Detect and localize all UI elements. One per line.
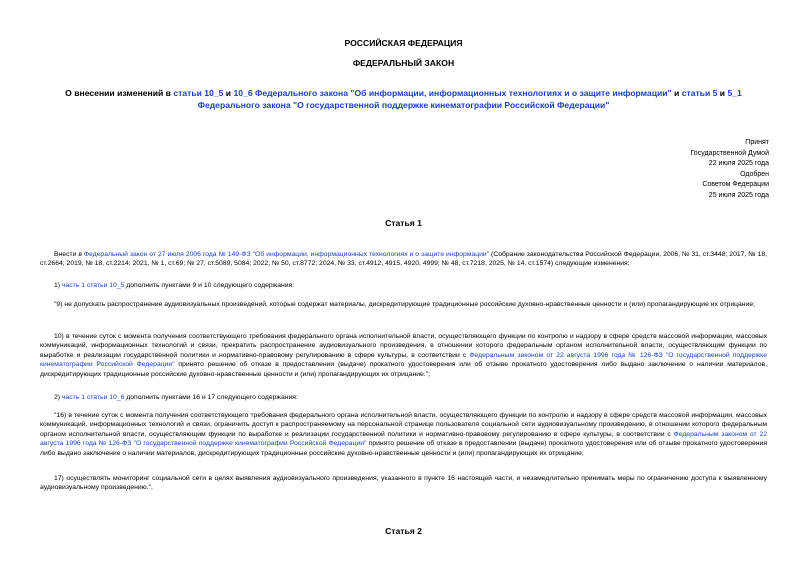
intro-law-link[interactable]: Федеральный закон от 27 июля 2006 года № 149-ФЗ "Об информации, информационных технологиях и о защите информации" <box>83 251 490 258</box>
approved-by: Советом Федерации <box>702 181 769 189</box>
title-link-article-10-5[interactable]: статьи 10_5 <box>173 88 224 98</box>
item-1-number: 1) <box>54 282 62 289</box>
point-10-prefix: 10) в течение суток с момента получения соответствующего требования федерального органа исполнительной власти, осуществляющего функции по контролю и надзору в сфере средств массовой информации, массовых коммуникаций, информационных технологий и связи, прекратить распространение аудиовизуального произведения, в отношении которого федеральным органом исполнительной власти, осуществляющим функции по выработке и реализации государственной политики и нормативно-правовому регулированию в сфере культуры, в соответствии с <box>40 333 767 359</box>
point-10-suffix: принято решение об отказе в предоставлении (выдаче) прокатного удостоверения или об отзыве прокатного удостоверения либо выдано заключение о наличии материалов, дискредитирующих традиционные российские духовно-нравственные ценности и (или) пропагандирующих их отрицание."; <box>40 361 767 378</box>
intro-prefix: Внести в <box>54 251 84 258</box>
law-title <box>40 88 767 111</box>
intro-suffix: (Собрание законодательства Российской Федерации, 2006, № 31, ст.3448; 2017, № 18, ст.2664; 2019, № 18, ст.2214; 2021, № 1, ст.69; № 27, ст.5089, 5084; 2022, № 50, ст.8772; 2024, № 33, ст.4912, 4915, 4920, 4999; № 48, ст.7218; 2025, № 14, ст.1574) следующие изменения: <box>40 251 767 268</box>
acceptance-block <box>690 138 769 202</box>
point-16-prefix: "16) в течение суток с момента получения соответствующего требования федерального органа исполнительной власти, осуществляющего функции по контролю и надзору в сфере средств массовой информации, массовых коммуникаций, информационных технологий и связи, ограничить доступ к распространяемому на персональной странице пользователя социальной сети аудиовизуальному произведению, в отношении которого федеральным органом исполнительной власти, осуществляющим функции по выработке и реализации государственной политики и нормативно-правовому регулированию в сфере культуры, в соответствии с <box>40 412 767 438</box>
title-and-2: и <box>671 88 682 98</box>
item-2-text: дополнить пунктами 16 и 17 следующего содержания: <box>124 394 298 401</box>
title-and-3: и <box>717 88 728 98</box>
item-2-number: 2) <box>54 394 62 401</box>
accepted-by: Государственной Думой <box>690 149 769 157</box>
title-link-article-10-6[interactable]: 10_6 Федерального закона "Об информации, информационных технологиях и о защите информации" <box>233 88 672 98</box>
approved-label: Одобрен <box>740 170 769 178</box>
item-2-link[interactable]: часть 1 статьи 10_6 <box>61 394 125 401</box>
item-1-link[interactable]: часть 1 статьи 10_5 <box>61 282 125 289</box>
title-link-article-5-1[interactable]: 5_1 Федерального закона "О государственной поддержке кинематографии Российской Федерации" <box>197 88 742 110</box>
title-and-1: и <box>223 88 234 98</box>
article-1-intro <box>40 250 767 269</box>
point-9: "9) не допускать распространение аудиовизуальных произведений, которые содержат материалы, дискредитирующие традиционные российские духовно-нравственные ценности и (или) пропагандирующие их отрицание; <box>54 301 756 308</box>
title-prefix: О внесении изменений в <box>65 88 174 98</box>
point-10 <box>40 332 767 379</box>
point-17: 17) осуществлять мониторинг социальной сети в целях выявления аудиовизуального произведения, указанного в пункте 16 настоящей части, и незамедлительно принимать меры по ограничению доступа к выявленному аудиовизуальному произведению.". <box>40 475 767 492</box>
accepted-label: Принят <box>745 139 769 146</box>
country-heading: РОССИЙСКАЯ ФЕДЕРАЦИЯ <box>344 38 463 48</box>
item-1 <box>40 281 767 290</box>
approved-date: 25 июля 2025 года <box>708 191 769 199</box>
point-16 <box>40 411 767 458</box>
item-2 <box>40 393 767 402</box>
point-16-law-link[interactable]: Федеральным законом от 22 августа 1996 года № 126-ФЗ "О государственной поддержке кинематографии Российской Федерации" <box>40 430 768 448</box>
title-link-article-5[interactable]: статьи 5 <box>681 88 718 98</box>
article-1-heading: Статья 1 <box>385 218 422 228</box>
doc-type-heading: ФЕДЕРАЛЬНЫЙ ЗАКОН <box>352 58 455 68</box>
article-2-heading: Статья 2 <box>385 526 422 536</box>
point-10-law-link[interactable]: Федеральным законом от 22 августа 1996 года № 126-ФЗ "О государственной поддержке кинематографии Российской Федерации" <box>40 351 767 369</box>
item-1-text: дополнить пунктами 9 и 10 следующего содержания: <box>124 282 295 289</box>
accepted-date: 22 июля 2025 года <box>708 160 769 168</box>
point-16-suffix: принято решение об отказе в предоставлении (выдаче) прокатного удостоверения или об отзыве прокатного удостоверения либо выдано заключение о наличии материалов, дискредитирующих традиционные российские духовно-нравственные ценности и (или) пропагандирующих их отрицание; <box>40 440 767 457</box>
